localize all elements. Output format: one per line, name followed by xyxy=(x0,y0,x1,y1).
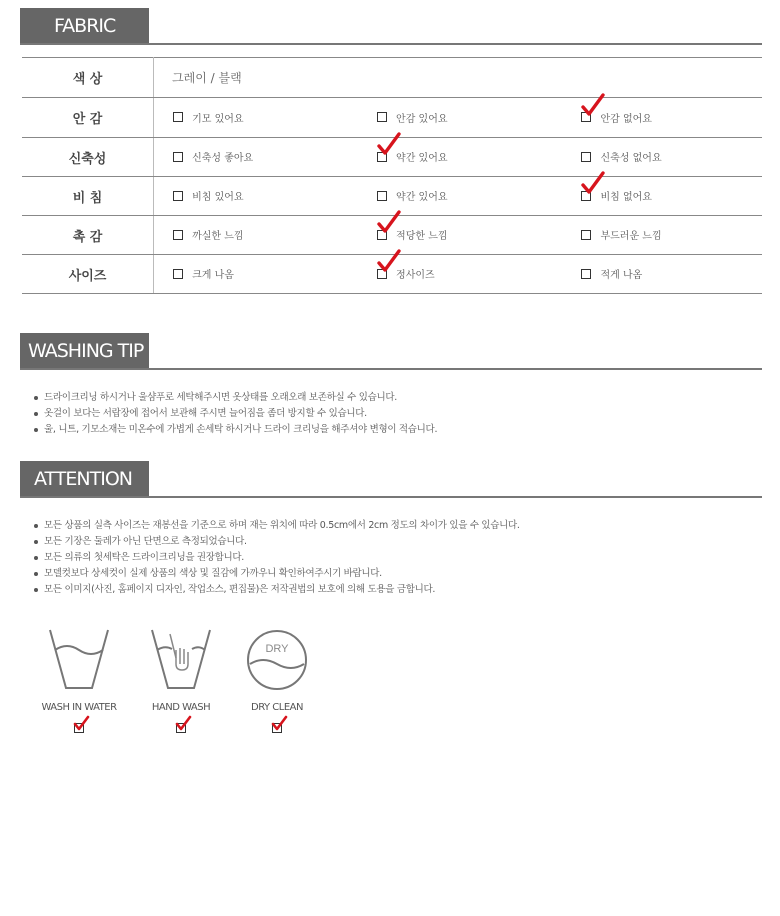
checkbox-box xyxy=(173,112,183,122)
option-checkbox[interactable] xyxy=(377,266,435,281)
option-label: 안감 없어요 xyxy=(600,113,652,125)
list-item: 울, 니트, 기모소재는 미온수에 가볍게 손세탁 하시거나 드라이 크리닝을 해주셔야 변형이 적습니다. xyxy=(32,422,437,438)
option-checkbox[interactable] xyxy=(173,227,243,242)
hand-wash-checkbox[interactable] xyxy=(171,715,191,735)
wash-checkbox[interactable] xyxy=(69,715,89,735)
option-checkbox[interactable] xyxy=(377,110,447,125)
checkmark-icon xyxy=(174,715,192,731)
row-label: 비 침 xyxy=(22,177,154,216)
option-checkbox[interactable] xyxy=(377,227,447,242)
care-hand-wash xyxy=(136,628,226,735)
row-label: 안 감 xyxy=(22,98,154,138)
option-label: 적게 나옴 xyxy=(600,270,643,282)
color-value: 그레이 / 블랙 xyxy=(154,58,762,98)
option-checkbox[interactable] xyxy=(581,110,651,125)
option-checkbox[interactable] xyxy=(581,149,661,164)
checkmark-icon xyxy=(270,715,288,731)
option-label: 기모 있어요 xyxy=(192,113,244,125)
option-checkbox[interactable] xyxy=(173,188,243,203)
option-label: 비침 없어요 xyxy=(600,192,652,204)
fabric-row-color xyxy=(22,58,762,98)
option-checkbox[interactable] xyxy=(173,110,243,125)
divider xyxy=(20,43,762,45)
option-checkbox[interactable] xyxy=(581,266,642,281)
divider xyxy=(20,496,762,498)
attention-section-header xyxy=(20,461,762,499)
option-label: 신축성 좋아요 xyxy=(192,153,254,165)
option-label: 약간 있어요 xyxy=(396,153,448,165)
checkbox-box xyxy=(173,152,183,162)
option-label: 안감 있어요 xyxy=(396,113,448,125)
list-item: 옷걸이 보다는 서랍장에 접어서 보관해 주시면 늘어짐을 좀더 방지할 수 있습니다. xyxy=(32,406,437,422)
option-cell xyxy=(562,98,762,138)
fabric-title: FABRIC xyxy=(20,8,149,44)
checkmark-icon xyxy=(579,170,605,196)
svg-text:DRY: DRY xyxy=(265,643,289,655)
option-checkbox[interactable] xyxy=(173,266,234,281)
option-checkbox[interactable] xyxy=(173,149,253,164)
option-cell xyxy=(358,255,562,294)
wash-basin-icon xyxy=(44,628,114,692)
list-item: 모델컷보다 상세컷이 실제 상품의 색상 및 질감에 가까우니 확인하여주시기 바랍니다. xyxy=(32,566,520,582)
checkbox-box xyxy=(581,152,591,162)
divider xyxy=(20,368,762,370)
list-item: 모든 상품의 실측 사이즈는 재봉선을 기준으로 하며 재는 위치에 따라 0.5cm에서 2cm 정도의 차이가 있을 수 있습니다. xyxy=(32,518,520,534)
dry-clean-icon xyxy=(242,628,312,692)
washing-section-header xyxy=(20,333,762,371)
fabric-section-header xyxy=(20,8,762,46)
row-label: 촉 감 xyxy=(22,216,154,255)
care-dry-clean xyxy=(232,628,322,735)
option-label: 크게 나옴 xyxy=(192,270,234,282)
option-checkbox[interactable] xyxy=(581,227,661,242)
option-cell xyxy=(154,255,358,294)
checkbox-box xyxy=(173,230,183,240)
hand-wash-icon xyxy=(146,628,216,692)
care-label: HAND WASH xyxy=(151,702,211,713)
option-label: 적당한 느낌 xyxy=(396,231,448,243)
list-item: 모든 기장은 둘레가 아닌 단면으로 측정되었습니다. xyxy=(32,534,520,550)
option-label: 비침 있어요 xyxy=(192,192,244,204)
checkbox-box xyxy=(173,191,183,201)
checkbox-box xyxy=(581,230,591,240)
option-label: 신축성 없어요 xyxy=(600,153,662,165)
checkmark-icon xyxy=(375,248,401,274)
option-cell xyxy=(154,177,358,216)
checkbox-box xyxy=(581,269,591,279)
checkbox-box xyxy=(173,269,183,279)
option-label: 까실한 느낌 xyxy=(192,231,244,243)
list-item: 드라이크리닝 하시거나 울샴푸로 세탁해주시면 옷상태를 오래오래 보존하실 수 있습니다. xyxy=(32,390,437,406)
option-checkbox[interactable] xyxy=(377,188,447,203)
row-label: 색 상 xyxy=(22,58,154,98)
fabric-row xyxy=(22,255,762,294)
checkbox-box xyxy=(377,112,387,122)
checkmark-icon xyxy=(375,131,401,157)
fabric-table xyxy=(22,57,762,294)
option-cell xyxy=(154,98,358,138)
list-item: 모든 이미지(사진, 홈페이지 디자인, 작업소스, 편집물)은 저작권법의 보호에 의해 도용을 금합니다. xyxy=(32,582,520,598)
option-label: 부드러운 느낌 xyxy=(600,231,662,243)
row-label: 사이즈 xyxy=(22,255,154,294)
attention-title: ATTENTION xyxy=(20,461,149,497)
care-label: WASH IN WATER xyxy=(41,702,117,713)
option-cell xyxy=(154,216,358,255)
option-label: 약간 있어요 xyxy=(396,192,448,204)
care-wash-in-water xyxy=(34,628,124,735)
care-label: DRY CLEAN xyxy=(251,702,303,713)
row-label: 신축성 xyxy=(22,138,154,177)
attention-list xyxy=(32,518,520,598)
fabric-row xyxy=(22,138,762,177)
checkmark-icon xyxy=(375,209,401,235)
washing-title: WASHING TIP xyxy=(20,333,149,369)
dry-clean-checkbox[interactable] xyxy=(267,715,287,735)
option-cell xyxy=(562,255,762,294)
option-checkbox[interactable] xyxy=(377,149,447,164)
list-item: 모든 의류의 첫세탁은 드라이크리닝을 권장합니다. xyxy=(32,550,520,566)
option-cell xyxy=(562,216,762,255)
checkbox-box xyxy=(377,191,387,201)
option-cell xyxy=(358,138,562,177)
option-checkbox[interactable] xyxy=(581,188,651,203)
checkmark-icon xyxy=(579,92,605,118)
option-label: 정사이즈 xyxy=(396,270,435,282)
option-cell xyxy=(154,138,358,177)
checkmark-icon xyxy=(72,715,90,731)
option-cell xyxy=(562,177,762,216)
washing-tip-list xyxy=(32,390,437,438)
